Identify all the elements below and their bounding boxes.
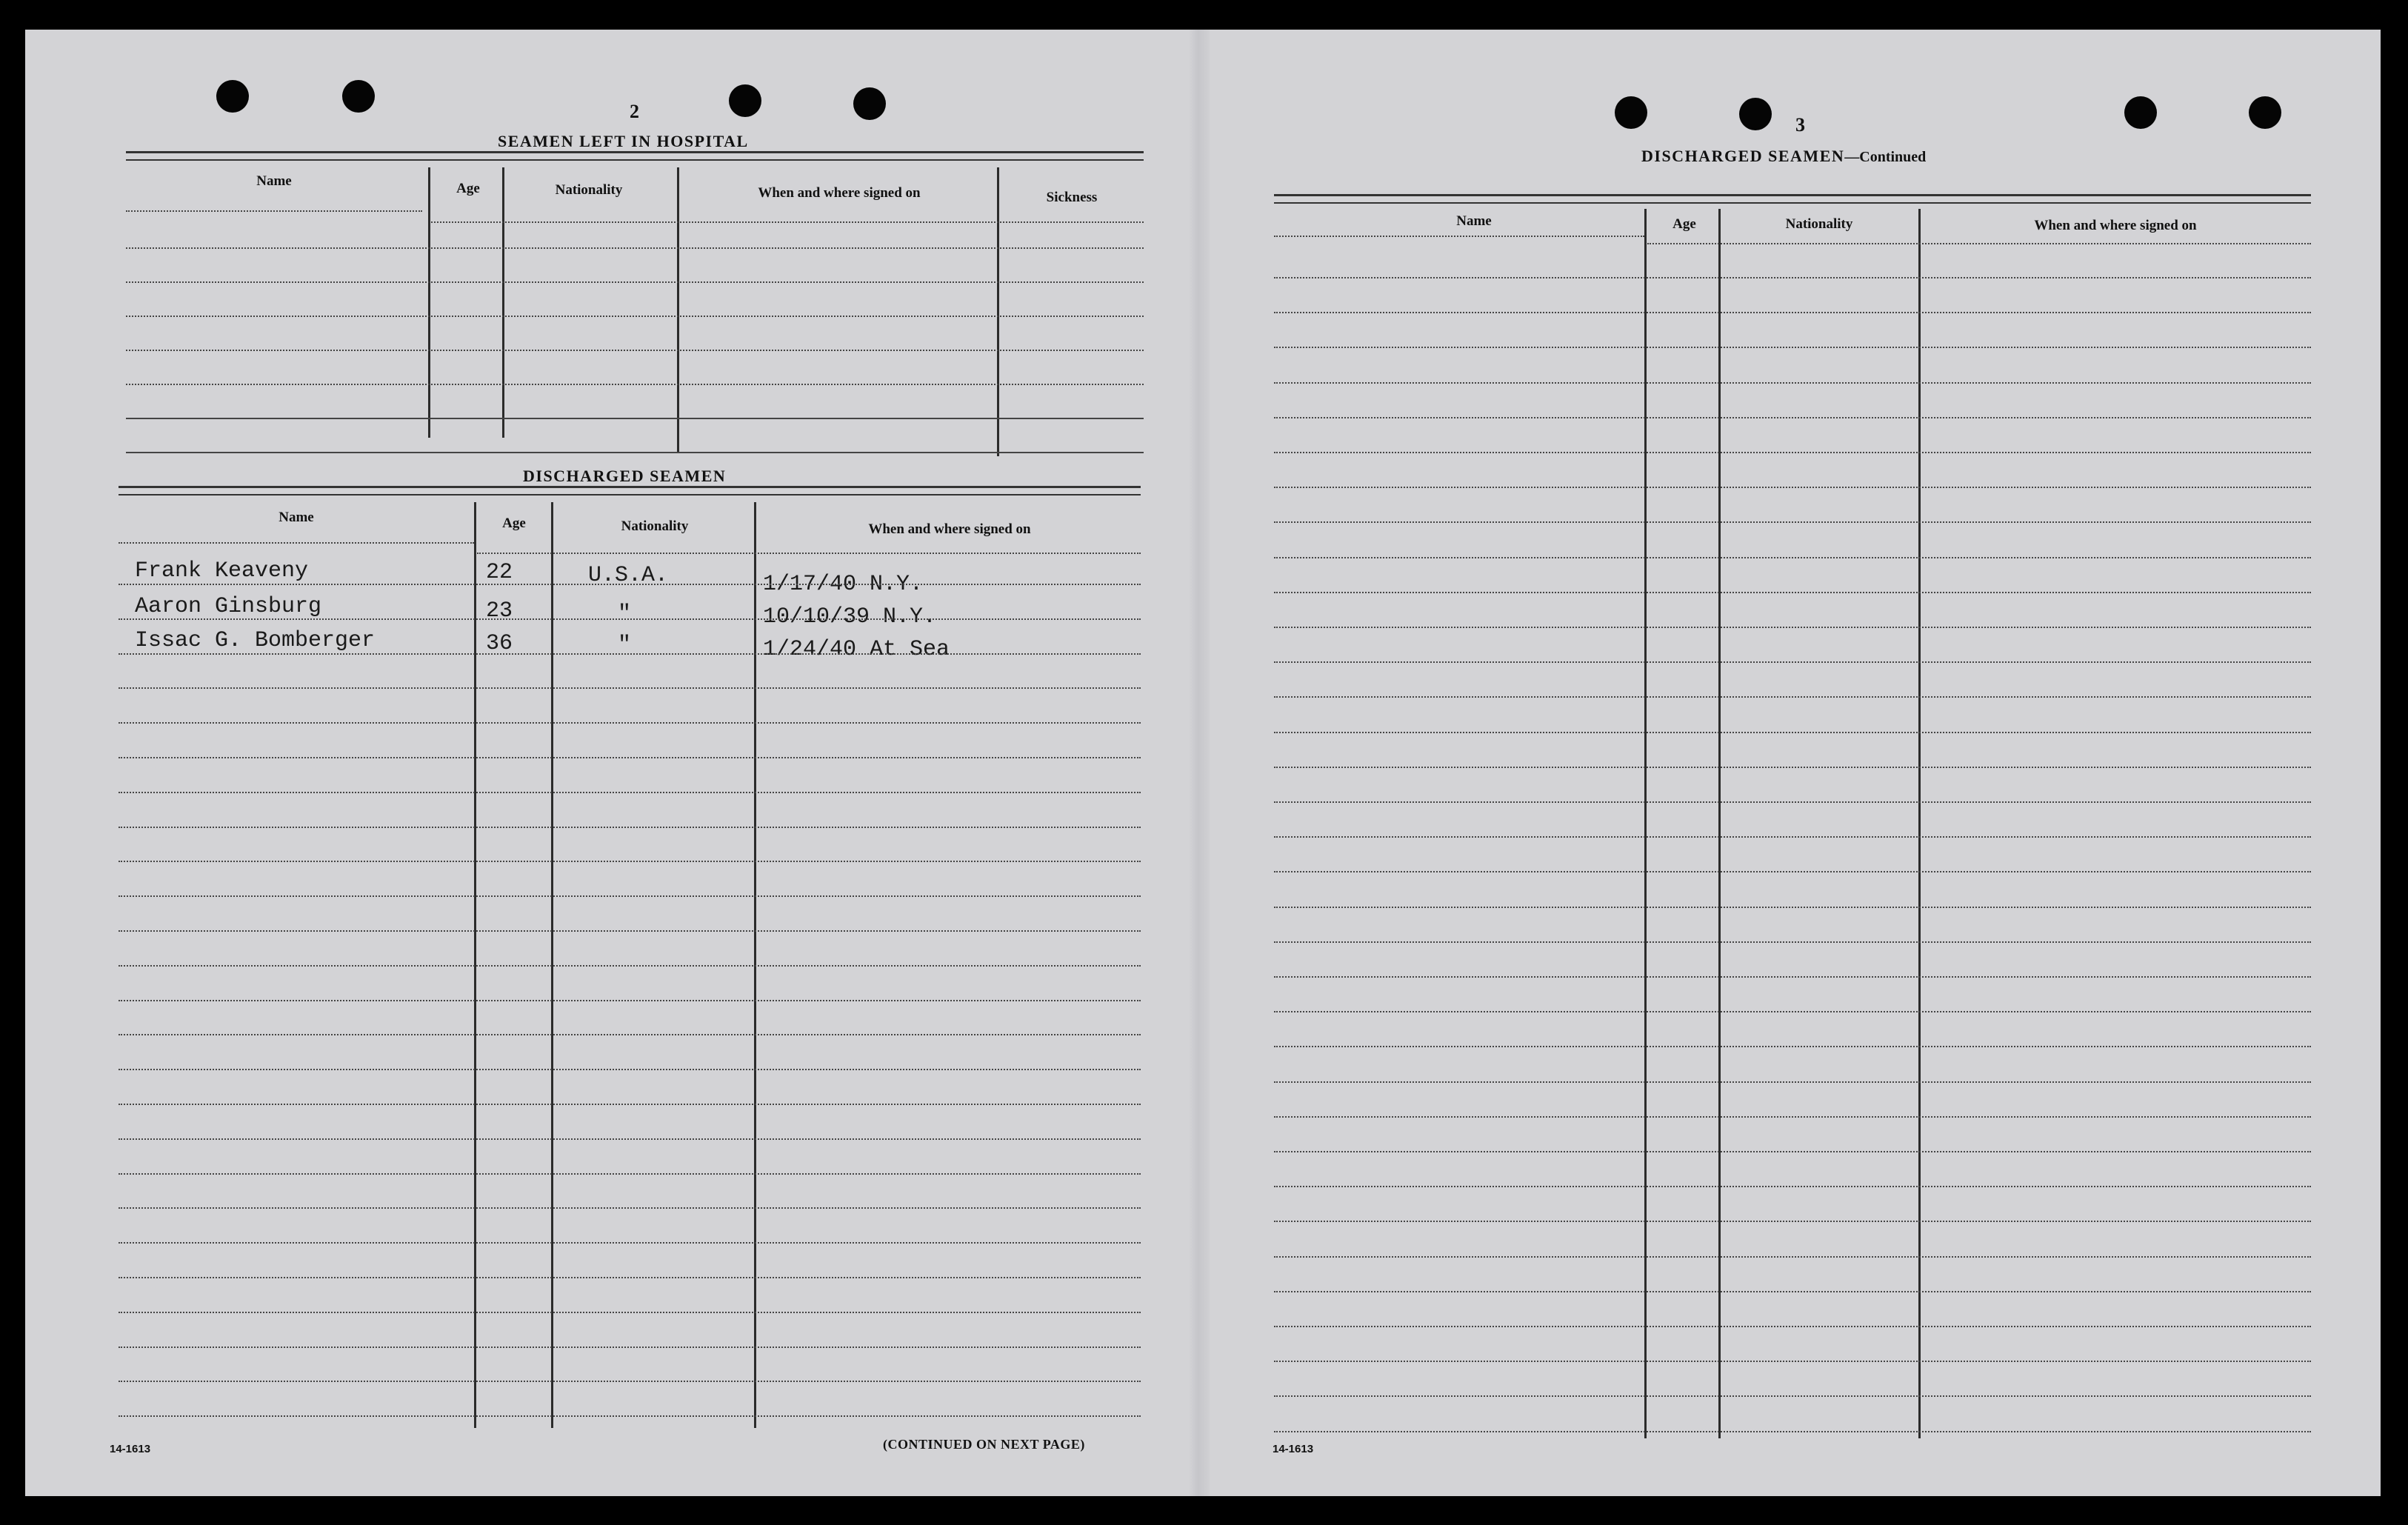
ruled-line xyxy=(1274,801,2311,803)
ruled-line xyxy=(1274,277,2311,278)
ruled-line xyxy=(1274,836,2311,838)
seaman-name: Aaron Ginsburg xyxy=(135,594,322,619)
discharged-continued-title: DISCHARGED SEAMEN—Continued xyxy=(1641,147,1927,165)
ruled-line xyxy=(1274,1081,2311,1083)
seaman-name: Issac G. Bomberger xyxy=(135,628,376,653)
column-header: Age xyxy=(456,181,480,196)
ruled-line xyxy=(1274,1046,2311,1047)
ruled-line xyxy=(1274,382,2311,384)
ruled-line xyxy=(1274,521,2311,523)
ruled-line xyxy=(1274,1326,2311,1327)
column-header: Nationality xyxy=(1785,216,1853,232)
seaman-name: Frank Keaveny xyxy=(135,558,309,584)
column-header: Name xyxy=(279,510,314,525)
continued-note: (CONTINUED ON NEXT PAGE) xyxy=(883,1437,1085,1452)
discharged-continued-table xyxy=(1274,194,2311,1438)
ruled-line xyxy=(1274,941,2311,943)
ruled-line xyxy=(1274,1116,2311,1118)
ruled-line xyxy=(1274,767,2311,768)
column-header: Name xyxy=(256,173,292,189)
column-header: Nationality xyxy=(555,182,623,198)
ruled-line xyxy=(1274,696,2311,698)
column-header: Name xyxy=(1456,213,1492,229)
ruled-line xyxy=(1274,661,2311,663)
ruled-line xyxy=(1274,312,2311,313)
ruled-line xyxy=(1274,1186,2311,1187)
seaman-signed-on: 1/17/40 N.Y. xyxy=(763,572,924,597)
seaman-age: 23 xyxy=(486,598,513,624)
ruled-line xyxy=(1274,1151,2311,1152)
ruled-line xyxy=(1274,907,2311,908)
ruled-line xyxy=(1274,976,2311,978)
ruled-line xyxy=(1274,1256,2311,1258)
ruled-line xyxy=(1274,627,2311,628)
seaman-nationality: " xyxy=(618,601,632,627)
ruled-line xyxy=(1274,452,2311,453)
seaman-nationality: U.S.A. xyxy=(588,563,669,588)
column-header: Sickness xyxy=(1046,190,1098,205)
page-number: 3 xyxy=(1795,114,1805,136)
ruled-line xyxy=(1274,732,2311,733)
seaman-nationality: " xyxy=(618,633,632,658)
column-header: When and where signed on xyxy=(2034,218,2197,233)
seaman-signed-on: 1/24/40 At Sea xyxy=(763,637,950,662)
ruled-line xyxy=(1274,347,2311,348)
seaman-age: 36 xyxy=(486,631,513,656)
page-number: 2 xyxy=(630,101,639,122)
ruled-line xyxy=(1274,871,2311,872)
hospital-section-title: SEAMEN LEFT IN HOSPITAL xyxy=(498,132,749,150)
ruled-line xyxy=(1274,1291,2311,1292)
column-header: Age xyxy=(1672,216,1696,232)
ruled-line xyxy=(1274,557,2311,558)
seaman-signed-on: 10/10/39 N.Y. xyxy=(763,604,937,630)
ruled-line xyxy=(1274,592,2311,593)
ruled-line xyxy=(1274,1395,2311,1397)
seaman-age: 22 xyxy=(486,560,513,585)
ruled-line xyxy=(1274,1011,2311,1012)
column-header: Age xyxy=(502,515,526,531)
discharged-section-title: DISCHARGED SEAMEN xyxy=(523,467,727,485)
column-header: When and where signed on xyxy=(868,521,1031,537)
ruled-line xyxy=(1274,1221,2311,1222)
ruled-line xyxy=(1274,417,2311,418)
column-header: When and where signed on xyxy=(758,185,921,201)
form-number: 14-1613 xyxy=(110,1443,151,1455)
form-number: 14-1613 xyxy=(1273,1443,1314,1455)
ruled-line xyxy=(1274,1431,2311,1432)
column-header: Nationality xyxy=(621,518,689,534)
ruled-line xyxy=(1274,487,2311,488)
ruled-line xyxy=(1274,1361,2311,1362)
